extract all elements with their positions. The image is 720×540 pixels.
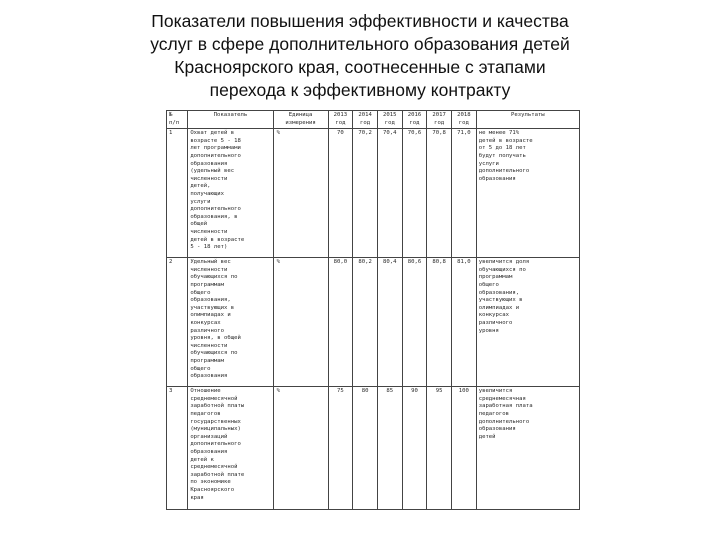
row-indicator: Охват детей в возрасте 5 - 18 лет программами дополнительного образования (удельный вес численности детей, получающих услуги дополнительного образования, в общей численности детей в возрасте 5 - 18 лет): [188, 129, 273, 258]
title-line-4: перехода к эффективному контракту: [209, 80, 511, 100]
row-value-2013: 80,0: [328, 258, 353, 387]
row-num: 3: [167, 387, 188, 510]
row-value-2013: 70: [328, 129, 353, 258]
row-num: 2: [167, 258, 188, 387]
row-value-2017: 70,8: [427, 129, 452, 258]
title-line-3: Красноярского края, соотнесенные с этапами: [174, 57, 546, 77]
row-value-2016: 90: [402, 387, 427, 510]
row-unit: %: [273, 129, 328, 258]
table-row: [167, 387, 580, 510]
row-value-2016: 70,6: [402, 129, 427, 258]
row-result: не менее 71% детей в возрасте от 5 до 18 лет будут получать услуги дополнительного образования: [476, 129, 579, 258]
row-num: 1: [167, 129, 188, 258]
header-result: Результаты: [476, 111, 579, 129]
row-value-2015: 70,4: [377, 129, 402, 258]
row-value-2017: 95: [427, 387, 452, 510]
title-line-2: услуг в сфере дополнительного образования детей: [150, 34, 570, 54]
row-unit: %: [273, 258, 328, 387]
row-value-2014: 70,2: [353, 129, 378, 258]
header-unit: Единица измерения: [273, 111, 328, 129]
row-value-2014: 80: [353, 387, 378, 510]
row-unit: %: [273, 387, 328, 510]
header-indicator: Показатель: [188, 111, 273, 129]
row-result: увеличится доля обучающихся по программам общего образования, участвующих в олимпиадах и конкурсах различного уровня: [476, 258, 579, 387]
row-indicator: Отношение среднемесячной заработной платы педагогов государственных (муниципальных) организаций дополнительного образования детей к среднемесячной заработной плате по экономике Красноярского края: [188, 387, 273, 510]
header-num: № п/п: [167, 111, 188, 129]
table-header-row: [167, 111, 580, 129]
header-2017: 2017 год: [427, 111, 452, 129]
header-2016: 2016 год: [402, 111, 427, 129]
row-value-2017: 80,8: [427, 258, 452, 387]
row-value-2018: 100: [452, 387, 477, 510]
table-row: [167, 258, 580, 387]
row-value-2018: 71,0: [452, 129, 477, 258]
page-title: [0, 10, 720, 102]
header-2015: 2015 год: [377, 111, 402, 129]
row-value-2016: 80,6: [402, 258, 427, 387]
title-line-1: Показатели повышения эффективности и качества: [151, 11, 569, 31]
row-value-2015: 85: [377, 387, 402, 510]
row-value-2018: 81,0: [452, 258, 477, 387]
indicators-table: [166, 110, 580, 510]
table-row: [167, 129, 580, 258]
header-2014: 2014 год: [353, 111, 378, 129]
row-value-2014: 80,2: [353, 258, 378, 387]
row-value-2013: 75: [328, 387, 353, 510]
row-result: увеличится среднемесячная заработная плата педагогов дополнительного образования детей: [476, 387, 579, 510]
header-2013: 2013 год: [328, 111, 353, 129]
row-value-2015: 80,4: [377, 258, 402, 387]
row-indicator: Удельный вес численности обучающихся по программам общего образования, участвующих в олимпиадах и конкурсах различного уровня, в общей численности обучающихся по программам общего образования: [188, 258, 273, 387]
header-2018: 2018 год: [452, 111, 477, 129]
